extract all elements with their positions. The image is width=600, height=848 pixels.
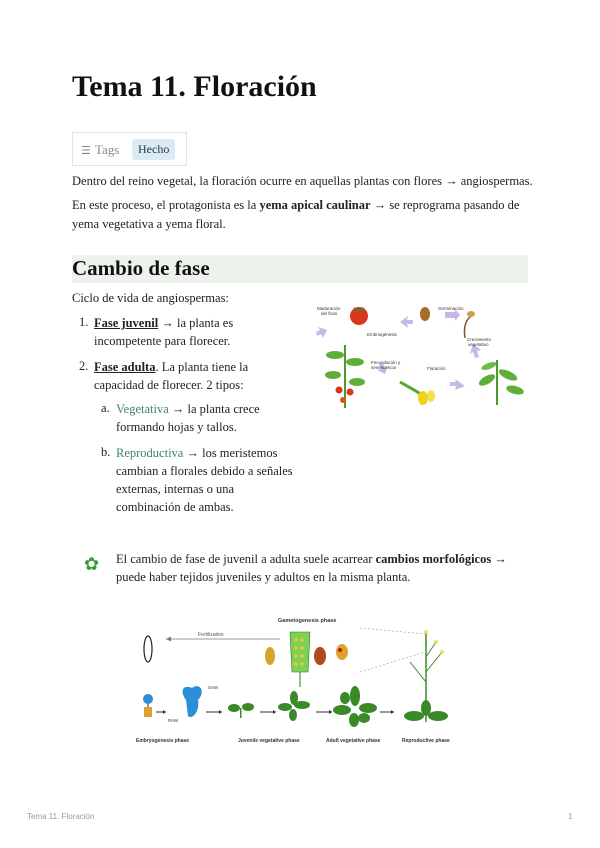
item-1-bold: Fase juvenil — [94, 316, 159, 330]
item-1-line1: → la planta es — [158, 316, 234, 330]
tags-property — [81, 142, 119, 158]
label-adult: Adult vegetative phase — [326, 738, 381, 744]
callout-pre: El cambio de fase de juvenil a adulta suele acarrear — [116, 552, 376, 566]
sub-b-line1: → los meristemos — [183, 446, 278, 460]
sub-b-colored: Reproductiva — [116, 446, 184, 460]
flowering-plant — [400, 382, 435, 405]
adult-rosette — [333, 686, 377, 727]
zoom-line-top — [360, 628, 425, 634]
callout-bold: cambios morfológicos — [375, 552, 492, 566]
phases-figure — [130, 612, 470, 752]
arrow-1 — [400, 316, 413, 328]
label-reproductive: Reproductive phase — [402, 738, 450, 744]
list-icon: ☰ — [81, 144, 91, 157]
callout-post: → — [491, 552, 507, 566]
sublist-item-vegetativa — [116, 400, 306, 436]
section-intro: Ciclo de vida de angiospermas: — [72, 291, 229, 305]
arrowhead-c — [273, 710, 276, 714]
seedling-stem — [464, 315, 473, 338]
label-crecimiento: Crecimiento — [467, 337, 492, 342]
label-floracion: Floración — [427, 366, 446, 371]
sub-b-line3: externas, internas o una — [116, 482, 235, 496]
label-senescencia: senescencia — [371, 365, 397, 370]
label-gametogenesis: Gametogenesis phase — [278, 618, 337, 624]
arrowhead-b — [219, 710, 222, 714]
sub-a-line1: → la planta crece — [168, 402, 260, 416]
item-2-line2: capacidad de florecer. 2 tipos: — [94, 378, 244, 392]
fertilization-arrowhead — [166, 637, 171, 642]
seedling-icon: ✿ — [84, 554, 100, 575]
list-number-1: 1. — [79, 315, 89, 329]
sub-a-colored: Vegetativa — [116, 402, 169, 416]
fruiting-plant — [325, 345, 365, 408]
arrowhead-e — [391, 710, 394, 714]
sublist-item-reproductiva — [116, 444, 306, 516]
label-maduracion: Maduración — [317, 306, 341, 311]
intro-p2-pre: En este proceso, el protagonista es la — [72, 198, 260, 212]
embryo-stage — [143, 694, 153, 717]
gametogenesis-flowers — [265, 632, 348, 687]
intro-p2-post: → se reprograma pasando de — [370, 198, 520, 212]
callout-text — [116, 550, 526, 586]
label-fecundacion: Fecundación y — [371, 360, 401, 365]
callout-box — [72, 543, 528, 593]
list-number-2: 2. — [79, 359, 89, 373]
list-item-adulta — [94, 358, 294, 394]
intro-p2-line2: yema vegetativa a yema floral. — [72, 217, 226, 231]
cycle-arrows — [316, 309, 481, 390]
life-cycle-figure — [305, 300, 530, 412]
sub-a-line2: formando hojas y tallos. — [116, 420, 237, 434]
label-fertilization: Fertilization — [198, 632, 224, 638]
seedling-head — [467, 311, 475, 317]
list-item-juvenil — [94, 314, 294, 350]
label-embriogenesis: Embriogénesis — [367, 332, 397, 337]
arrow-6 — [316, 327, 327, 338]
callout-line2: puede haber tejidos juveniles y adultos en la misma planta. — [116, 570, 411, 584]
tags-label: Tags — [95, 142, 120, 157]
intro-paragraph-1: Dentro del reino vegetal, la floración ocurre en aquellas plantas con flores → angiospermas. — [72, 174, 533, 188]
footer-title: Tema 11. Floración — [27, 812, 95, 821]
label-germinacion: Germinación — [438, 306, 464, 311]
sublist-letter-a: a. — [101, 401, 110, 415]
section-heading-bg — [72, 255, 528, 283]
young-plant — [477, 360, 525, 405]
tomato-fruit — [350, 307, 368, 325]
sub-b-line4: combinación de ambas. — [116, 500, 234, 514]
label-juvenile: Juvenile vegetative phase — [238, 738, 300, 744]
label-sam: SAM — [208, 685, 218, 690]
juvenile-rosette — [278, 691, 310, 721]
item-2-bold: Fase adulta — [94, 360, 156, 374]
sublist-letter-b: b. — [101, 445, 111, 459]
page-title: Tema 11. Floración — [72, 70, 317, 103]
sub-b-line2: cambian a florales debido a señales — [116, 464, 293, 478]
item-2-line1: . La planta tiene la — [155, 360, 249, 374]
item-1-line2: incompetente para florecer. — [94, 334, 231, 348]
tag-badge[interactable]: Hecho — [132, 139, 175, 160]
juvenile-plant — [228, 703, 254, 718]
intro-paragraph-2 — [72, 196, 519, 234]
arrow-4 — [450, 379, 465, 390]
label-ram: RAM — [168, 718, 178, 723]
embryo-stage-2 — [183, 686, 202, 717]
intro-p2-bold: yema apical caulinar — [259, 198, 371, 212]
footer-page-number: 1 — [568, 812, 573, 821]
arrowhead-a — [163, 710, 166, 714]
reproductive-plant — [404, 630, 448, 722]
label-embryogenesis: Embryogenesis phase — [136, 738, 190, 744]
label-vegetativo: vegetativo — [468, 342, 489, 347]
arrowhead-d — [329, 710, 332, 714]
seed-shape — [420, 307, 430, 321]
properties-box — [72, 132, 187, 166]
seed-outline — [144, 636, 152, 662]
section-heading: Cambio de fase — [72, 256, 210, 280]
label-del-fruto: del fruto — [321, 311, 338, 316]
